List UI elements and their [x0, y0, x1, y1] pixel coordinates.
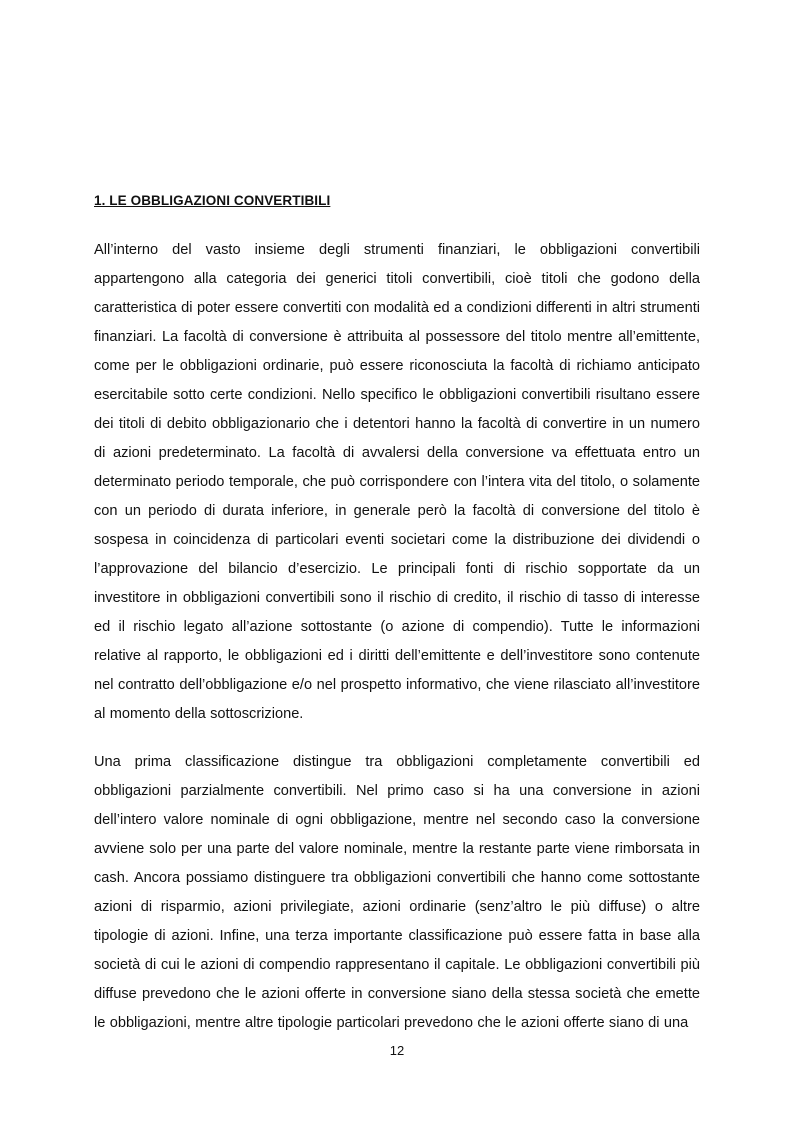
section-heading: 1. LE OBBLIGAZIONI CONVERTIBILI — [94, 193, 331, 208]
paragraph-2: Una prima classificazione distingue tra obbligazioni completamente convertibili ed obbligazioni parzialmente convertibili. Nel primo caso si ha una conversione in azioni dell’intero valore nominale di ogni obbligazione, mentre nel secondo caso la conversione avviene solo per una parte del valore nominale, mentre la restante parte viene rimborsata in cash. Ancora possiamo distinguere tra obbligazioni convertibili che hanno come sottostante azioni di risparmio, azioni privilegiate, azioni ordinarie (senz’altro le più diffuse) o altre tipologie di azioni. Infine, una terza importante classificazione può essere fatta in base alla società di cui le azioni di compendio rappresentano il capitale. Le obbligazioni convertibili più diffuse prevedono che le azioni offerte in conversione siano della stessa società che emette le obbligazioni, mentre altre tipologie particolari prevedono che le azioni offerte siano di una — [94, 754, 700, 1031]
paragraph-1: All’interno del vasto insieme degli strumenti finanziari, le obbligazioni convertibili appartengono alla categoria dei generici titoli convertibili, cioè titoli che godono della caratteristica di poter essere convertiti con modalità ed a condizioni differenti in altri strumenti finanziari. La facoltà di conversione è attribuita al possessore del titolo mentre all’emittente, come per le obbligazioni ordinarie, può essere riconosciuta la facoltà di richiamo anticipato esercitabile sotto certe condizioni. Nello specifico le obbligazioni convertibili risultano essere dei titoli di debito obbligazionario che i detentori hanno la facoltà di convertire in un numero di azioni predeterminato. La facoltà di avvalersi della conversione va effettuata entro un determinato periodo temporale, che può corrispondere con l’intera vita del titolo, o solamente con un periodo di durata inferiore, in generale però la facoltà di conversione del titolo è sospesa in coincidenza di particolari eventi societari come la distribuzione dei dividendi o l’approvazione del bilancio d’esercizio. Le principali fonti di rischio sopportate da un investitore in obbligazioni convertibili sono il rischio di credito, il rischio di tasso di interesse ed il rischio legato all’azione sottostante (o azione di compendio). Tutte le informazioni relative al rapporto, le obbligazioni ed i diritti dell’emittente e dell’investitore sono contenute nel contratto dell’obbligazione e/o nel prospetto informativo, che viene rilasciato all’investitore al momento della sottoscrizione. — [94, 242, 700, 722]
page-number: 12 — [389, 1043, 405, 1058]
